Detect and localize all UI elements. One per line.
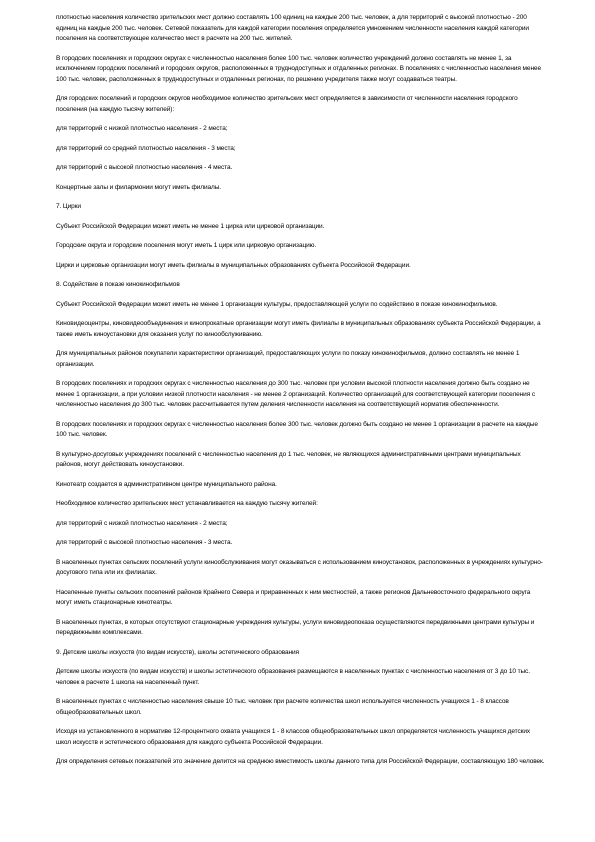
paragraph: В населенных пунктах сельских поселений услуги кинообслуживания могут оказываться с использованием киноустановок, расположенных в учреждениях культурно-досугового типа или их филиалах. — [56, 558, 543, 576]
paragraph: Населенные пункты сельских поселений районов Крайнего Севера и приравненных к ним местностей, а также регионов Дальневосточного федерального округа могут иметь стационарные кинотеатры. — [56, 588, 531, 606]
section-heading: 8. Содействие в показе кинокинофильмов — [56, 281, 180, 288]
list-item: для территорий с низкой плотностью населения - 2 места; — [56, 125, 228, 132]
document-body — [56, 13, 546, 777]
paragraph: В культурно-досуговых учреждениях поселений с численностью населения до 1 тыс. человек, не являющихся административными центрами муниципальных районов, могут действовать киноустановки. — [56, 450, 521, 468]
paragraph: В городских поселениях и городских округах с численностью населения более 300 тыс. человек должно быть создано не менее 1 организации в расчете на каждые 100 тыс. человек. — [56, 420, 538, 438]
paragraph: Киновидеоцентры, киновидеообъединения и кинопрокатные организации могут иметь филиалы в муниципальных образованиях субъекта Российской Федерации, а также иметь киноустановки для оказания услуг по кинообслуживанию. — [56, 320, 541, 338]
paragraph: В населенных пунктах, в которых отсутствуют стационарные учреждения культуры, услуги киновидеопоказа осуществляются передвижными центрами культуры и передвижными комплексами. — [56, 618, 535, 636]
paragraph: Субъект Российской Федерации может иметь не менее 1 цирка или цирковой организации. — [56, 222, 325, 230]
paragraph: Субъект Российской Федерации может иметь не менее 1 организации культуры, предоставляющей услуги по содействию в показе кинокинофильмов. — [56, 300, 498, 308]
paragraph: В городских поселениях и городских округах с численностью населения до 300 тыс. человек при условии высокой плотности населения должно быть создано не менее 1 организации, а при условии низкой плотности населения - не менее 2 организаций. Количество организаций для соответствующей категории поселения с численностью населения до 300 тыс. человек рассчитывается путем деления численности населения на соответствующий норматив обеспеченности. — [56, 380, 535, 408]
section-heading: 9. Детские школы искусств (по видам искусств), школы эстетического образования — [56, 648, 299, 656]
paragraph: Цирки и цирковые организации могут иметь филиалы в муниципальных образованиях субъекта Российской Федерации. — [56, 261, 411, 269]
paragraph: Необходимое количество зрительских мест устанавливается на каждую тысячу жителей: — [56, 500, 318, 507]
paragraph: Для городских поселений и городских округов необходимое количество зрительских мест определяется в зависимости от численности населения городского поселения (на каждую тысячу жителей): — [56, 95, 518, 113]
list-item: для территорий с низкой плотностью населения - 2 места; — [56, 519, 228, 527]
paragraph: В населенных пунктах с численностью населения свыше 10 тыс. человек при расчете количества школ используется численность учащихся 1 - 8 классов общеобразовательных школ. — [56, 698, 509, 716]
paragraph: Для определения сетевых показателей это значение делится на среднюю вместимость школы данного типа для Российской Федерации, составляющую 180 человек. — [56, 758, 545, 765]
list-item: для территорий со средней плотностью населения - 3 места; — [56, 144, 236, 152]
list-item: для территорий с высокой плотностью населения - 4 места. — [56, 164, 233, 171]
paragraph: Детские школы искусств (по видам искусств) и школы эстетического образования размещаются в населенных пунктах с численностью населения от 3 до 10 тыс. человек в расчете 1 школа на населенный пункт. — [56, 668, 530, 686]
paragraph: В городских поселениях и городских округах с численностью населения более 100 тыс. человек количество учреждений должно составлять не менее 1, за исключением городских поселений и городских округов, расположенных в труднодоступных и отдаленных регионах. В поселениях с численностью населения менее 100 тыс. человек, расположенных в труднодоступных и отдаленных регионах, по решению учредителя также могут создаваться театры. — [56, 54, 541, 83]
list-item: для территорий с высокой плотностью населения - 3 места. — [56, 539, 233, 546]
paragraph: плотностью населения количество зрительских мест должно составлять 100 единиц на каждые 200 тыс. человек, а для территорий с высокой плотностью - 200 единиц на каждые 200 тыс. человек. Сетевой показатель для каждой категории поселения определяется умножением численности населения каждой категории поселения на соответствующее количество мест в расчете на 200 тыс. жителей. — [56, 14, 529, 42]
paragraph: Кинотеатр создается в административном центре муниципального района. — [56, 480, 277, 488]
paragraph: Для муниципальных районов покупатели характеристики организаций, предоставляющих услуги по показу кинокинофильмов, должно составлять не менее 1 организации. — [56, 350, 520, 368]
paragraph: Концертные залы и филармонии могут иметь филиалы. — [56, 183, 221, 191]
paragraph: Городские округа и городские поселения могут иметь 1 цирк или цирковую организацию. — [56, 242, 317, 249]
section-heading: 7. Цирки — [56, 203, 81, 210]
paragraph: Исходя из установленного в нормативе 12-процентного охвата учащихся 1 - 8 классов общеобразовательных школ определяется численность учащихся детских школ искусств и эстетического образования для каждого субъекта Российской Федерации. — [56, 728, 531, 746]
